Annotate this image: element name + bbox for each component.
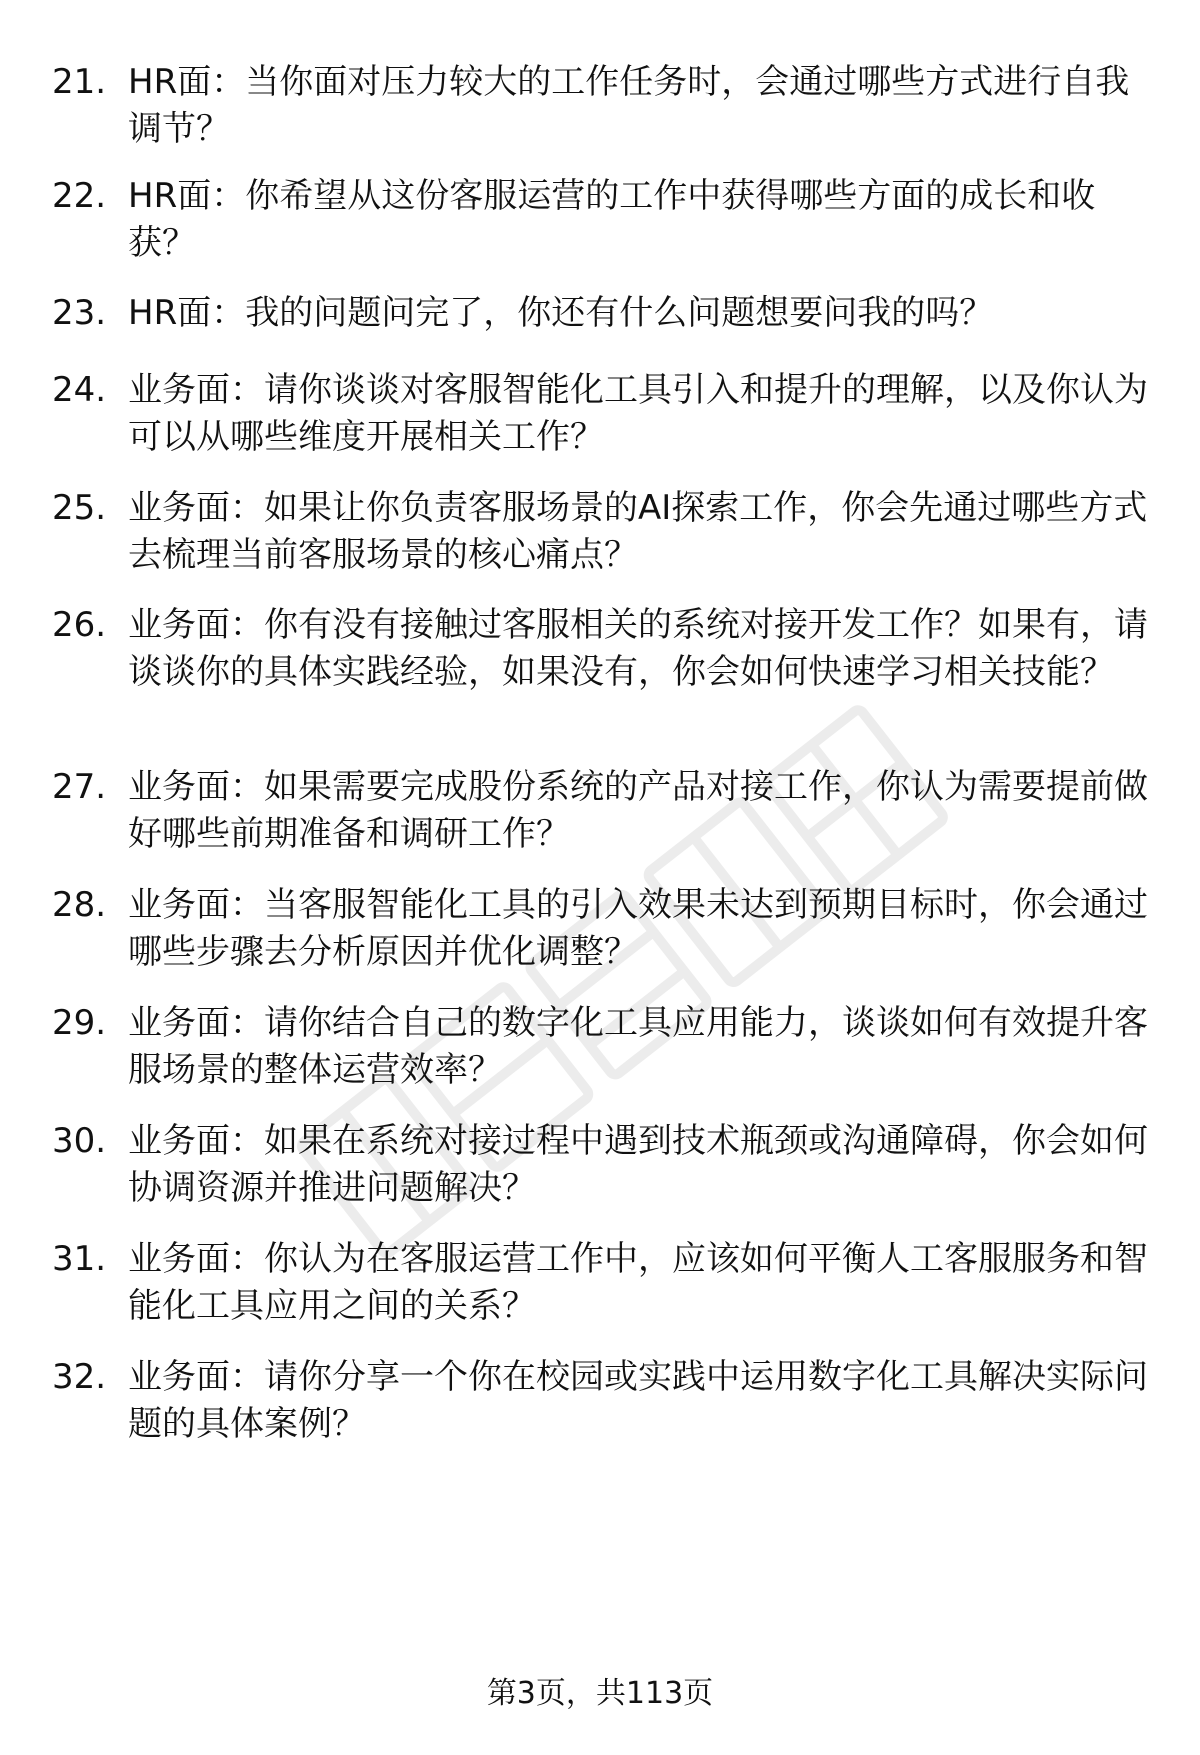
question-text: 业务面：如果需要完成股份系统的产品对接工作，你认为需要提前做好哪些前期准备和调研工作？ [128, 767, 1148, 854]
question-text: HR面：当你面对压力较大的工作任务时，会通过哪些方式进行自我调节？ [128, 62, 1130, 149]
question-text: 业务面：你有没有接触过客服相关的系统对接开发工作？如果有，请谈谈你的具体实践经验，如果没有，你会如何快速学习相关技能？ [128, 605, 1148, 692]
question-text: 业务面：请你谈谈对客服智能化工具引入和提升的理解，以及你认为可以从哪些维度开展相关工作？ [128, 370, 1148, 457]
question-number: 32. [52, 1357, 107, 1397]
page-footer [0, 1672, 1200, 1716]
page-number: 第3页，共113页 [486, 1676, 714, 1711]
question-text: HR面：我的问题问完了，你还有什么问题想要问我的吗？ [128, 293, 994, 333]
question-number: 24. [52, 370, 107, 410]
question-text: 业务面：请你结合自己的数字化工具应用能力，谈谈如何有效提升客服场景的整体运营效率？ [128, 1003, 1148, 1090]
question-number: 30. [52, 1121, 107, 1161]
question-text: HR面：你希望从这份客服运营的工作中获得哪些方面的成长和收获？ [128, 176, 1096, 263]
question-number: 26. [52, 605, 107, 645]
question-text: 业务面：如果在系统对接过程中遇到技术瓶颈或沟通障碍，你会如何协调资源并推进问题解决？ [128, 1121, 1148, 1208]
question-number: 27. [52, 767, 107, 807]
question-number: 23. [52, 293, 107, 333]
question-text: 业务面：请你分享一个你在校园或实践中运用数字化工具解决实际问题的具体案例？ [128, 1357, 1148, 1444]
question-number: 21. [52, 62, 107, 102]
question-number: 31. [52, 1239, 107, 1279]
question-text: 业务面：如果让你负责客服场景的AI探索工作，你会先通过哪些方式去梳理当前客服场景的核心痛点？ [128, 488, 1148, 575]
question-number: 29. [52, 1003, 107, 1043]
question-text: 业务面：当客服智能化工具的引入效果未达到预期目标时，你会通过哪些步骤去分析原因并优化调整？ [128, 885, 1148, 972]
question-text: 业务面：你认为在客服运营工作中，应该如何平衡人工客服服务和智能化工具应用之间的关系？ [128, 1239, 1148, 1326]
question-number: 25. [52, 488, 107, 528]
question-number: 28. [52, 885, 107, 925]
question-number: 22. [52, 176, 107, 216]
